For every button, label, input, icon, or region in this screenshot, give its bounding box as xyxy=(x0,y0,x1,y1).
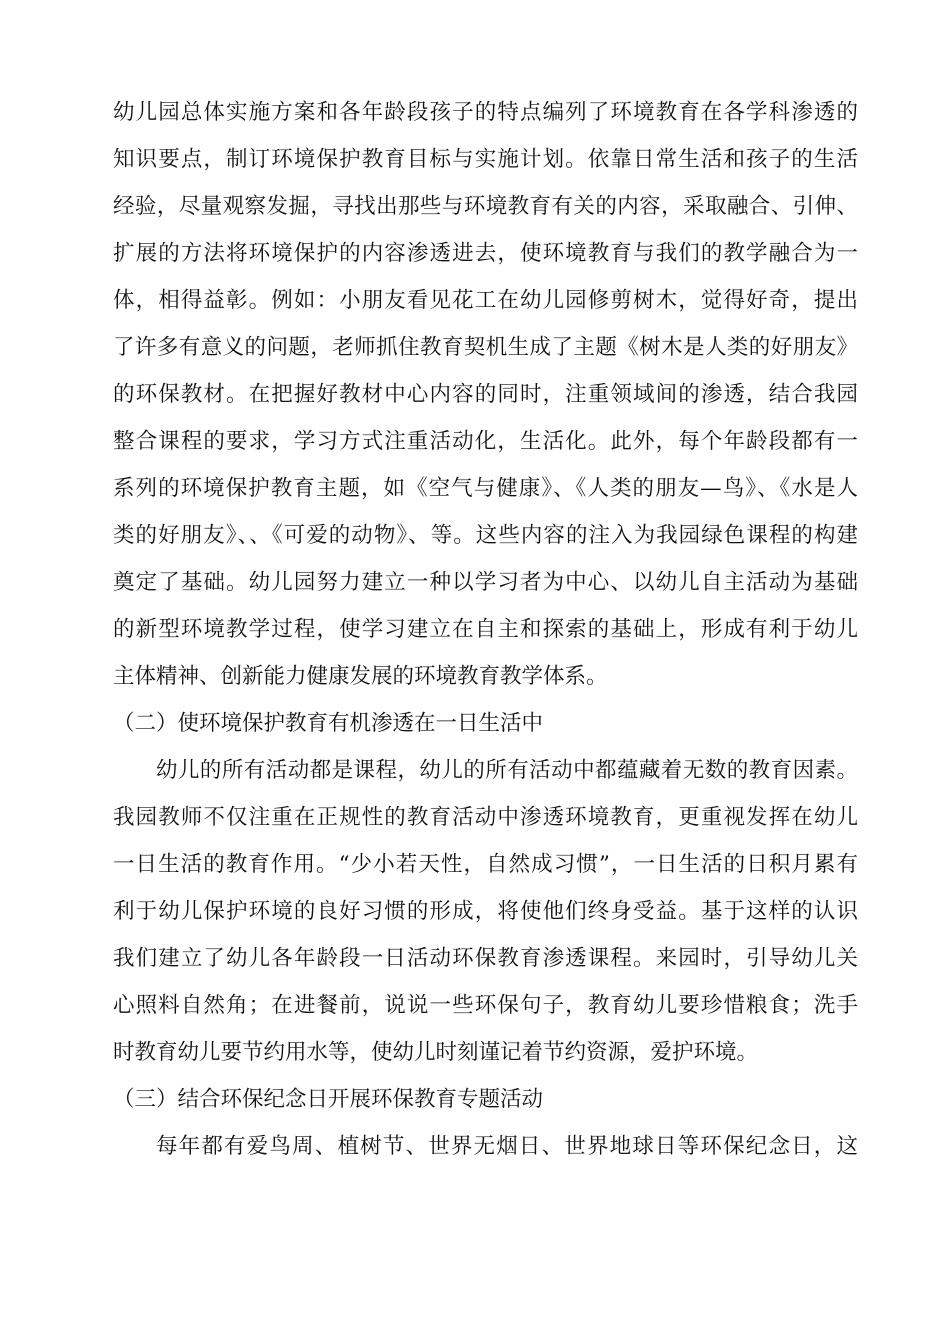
paragraph-line: 类的好朋友》、、《可爱的动物》、等。这些内容的注入为我园绿色课程的构建 xyxy=(113,523,858,548)
section-heading: （三）结合环保纪念日开展环保教育专题活动 xyxy=(113,1087,544,1112)
paragraph-line: 知识要点，制订环境保护教育目标与实施计划。依靠日常生活和孩子的生活 xyxy=(113,147,858,172)
paragraph-line: 幼儿的所有活动都是课程，幼儿的所有活动中都蕴藏着无数的教育因素。 xyxy=(156,758,858,783)
section-heading: （二）使环境保护教育有机渗透在一日生活中 xyxy=(113,711,544,736)
paragraph-line: 奠定了基础。幼儿园努力建立一种以学习者为中心、以幼儿自主活动为基础 xyxy=(113,570,858,595)
paragraph-line: 体，相得益彰。例如：小朋友看见花工在幼儿园修剪树木，觉得好奇，提出 xyxy=(113,288,858,313)
paragraph-line: 每年都有爱鸟周、植树节、世界无烟日、世界地球日等环保纪念日，这 xyxy=(156,1134,858,1159)
paragraph-line: 一日生活的教育作用。“少小若天性，自然成习惯”，一日生活的日积月累有 xyxy=(113,852,858,877)
paragraph-line: 幼儿园总体实施方案和各年龄段孩子的特点编列了环境教育在各学科渗透的 xyxy=(113,100,858,125)
paragraph-line: 我园教师不仅注重在正规性的教育活动中渗透环境教育，更重视发挥在幼儿 xyxy=(113,805,858,830)
paragraph-line: 心照料自然角；在进餐前，说说一些环保句子，教育幼儿要珍惜粮食；洗手 xyxy=(113,993,858,1018)
paragraph-line: 时教育幼儿要节约用水等，使幼儿时刻谨记着节约资源，爱护环境。 xyxy=(113,1040,759,1065)
paragraph-line: 的新型环境教学过程，使学习建立在自主和探索的基础上，形成有利于幼儿 xyxy=(113,617,858,642)
paragraph-line: 利于幼儿保护环境的良好习惯的形成，将使他们终身受益。基于这样的认识 xyxy=(113,899,858,924)
paragraph-line: 经验，尽量观察发掘，寻找出那些与环境教育有关的内容，采取融合、引伸、 xyxy=(113,194,858,219)
paragraph-line: 主体精神、创新能力健康发展的环境教育教学体系。 xyxy=(113,664,608,689)
paragraph-line: 了许多有意义的问题，老师抓住教育契机生成了主题《树木是人类的好朋友》 xyxy=(113,335,858,360)
paragraph-line: 我们建立了幼儿各年龄段一日活动环保教育渗透课程。来园时，引导幼儿关 xyxy=(113,946,858,971)
paragraph-line: 整合课程的要求，学习方式注重活动化，生活化。此外，每个年龄段都有一 xyxy=(113,429,858,454)
paragraph-line: 的环保教材。在把握好教材中心内容的同时，注重领域间的渗透，结合我园 xyxy=(113,382,858,407)
paragraph-line: 系列的环境保护教育主题，如《空气与健康》、《人类的朋友—鸟》、《水是人 xyxy=(113,476,858,501)
paragraph-line: 扩展的方法将环境保护的内容渗透进去，使环境教育与我们的教学融合为一 xyxy=(113,241,858,266)
